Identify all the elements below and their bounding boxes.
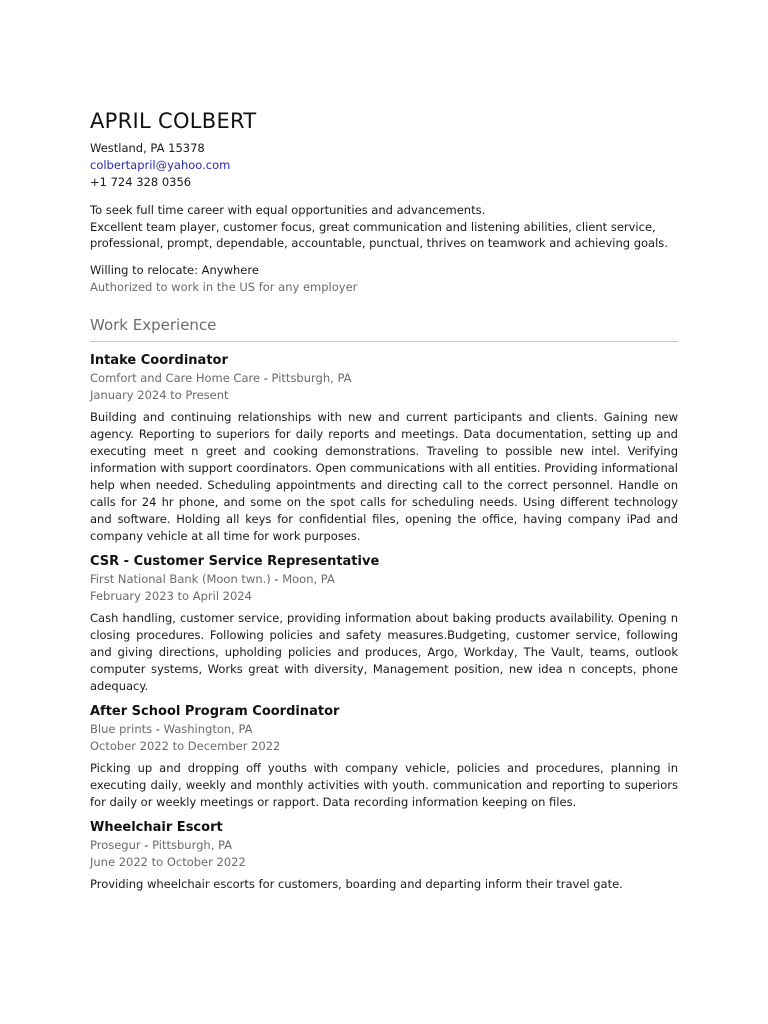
candidate-phone: +1 724 328 0356 <box>90 175 192 189</box>
work-authorization: Authorized to work in the US for any employer <box>90 279 358 294</box>
candidate-name: APRIL COLBERT <box>90 109 257 133</box>
job-location: Washington, PA <box>163 721 253 736</box>
job-company: First National Bank (Moon twn.) <box>90 571 271 586</box>
job-separator: - <box>140 837 153 852</box>
resume-content <box>90 108 678 893</box>
job-dates: February 2023 to April 2024 <box>90 588 252 603</box>
relocation-status: Willing to relocate: Anywhere <box>90 262 259 277</box>
job-entry <box>90 553 678 695</box>
job-location: Moon, PA <box>282 571 335 586</box>
job-company-line <box>90 721 678 738</box>
candidate-email-link[interactable]: colbertapril@yahoo.com <box>90 158 231 172</box>
job-separator: - <box>270 571 283 586</box>
job-entry <box>90 352 678 545</box>
job-dates: June 2022 to October 2022 <box>90 854 246 869</box>
job-location: Pittsburgh, PA <box>271 370 352 385</box>
job-separator: - <box>260 370 272 385</box>
job-description: Providing wheelchair escorts for customers, boarding and departing inform their travel gate. <box>90 876 623 891</box>
job-company: Blue prints <box>90 721 153 736</box>
job-title: Wheelchair Escort <box>90 819 223 835</box>
job-title: Intake Coordinator <box>90 352 228 368</box>
job-entry <box>90 703 678 811</box>
job-description: Picking up and dropping off youths with company vehicle, policies and procedures, planning in executing daily, weekly and monthly activities with youth. communication and reporting to superiors for daily or weekly meetings or rapport. Data recording information keeping on files. <box>90 760 678 809</box>
job-company: Prosegur <box>90 837 141 852</box>
job-company-line <box>90 571 678 588</box>
job-company: Comfort and Care Home Care <box>90 370 261 385</box>
job-location: Pittsburgh, PA <box>152 837 233 852</box>
job-title: After School Program Coordinator <box>90 703 340 719</box>
job-company-line <box>90 370 678 387</box>
summary <box>90 202 678 252</box>
summary-skills: Excellent team player, customer focus, great communication and listening abilities, client service, professional, prompt, dependable, accountable, punctual, thrives on teamwork and achieving goals. <box>90 219 668 250</box>
job-title: CSR - Customer Service Representative <box>90 553 380 569</box>
job-dates: October 2022 to December 2022 <box>90 738 281 753</box>
candidate-location: Westland, PA 15378 <box>90 141 205 155</box>
summary-objective: To seek full time career with equal opportunities and advancements. <box>90 203 486 217</box>
job-separator: - <box>152 721 164 736</box>
job-description: Building and continuing relationships with new and current participants and clients. Gaining new agency. Reporting to superiors for daily reports and meetings. Data documentation, setting up and executing meet n greet and cooking demonstrations. Traveling to possible new intel. Verifying information with support coordinators. Open communications with all entities. Providing informational help when needed. Scheduling appointments and directing call to the correct personnel. Handle on calls for 24 hr phone, and some on the spot calls for scheduling needs. Using different technology and software. Holding all keys for confidential files, opening the office, having company iPad and company vehicle at all time for work purposes. <box>90 409 678 543</box>
job-entry <box>90 819 678 893</box>
job-company-line <box>90 837 678 854</box>
work-experience-heading: Work Experience <box>90 314 678 342</box>
job-dates: January 2024 to Present <box>90 387 229 402</box>
job-description: Cash handling, customer service, providing information about baking products availability. Opening n closing procedures. Following policies and safety measures.Budgeting, customer service, following and giving directions, upholding policies and produces, Argo, Workday, The Vault, teams, outlook computer systems, Works great with diversity, Management position, new idea n concepts, phone adequacy. <box>90 610 678 693</box>
